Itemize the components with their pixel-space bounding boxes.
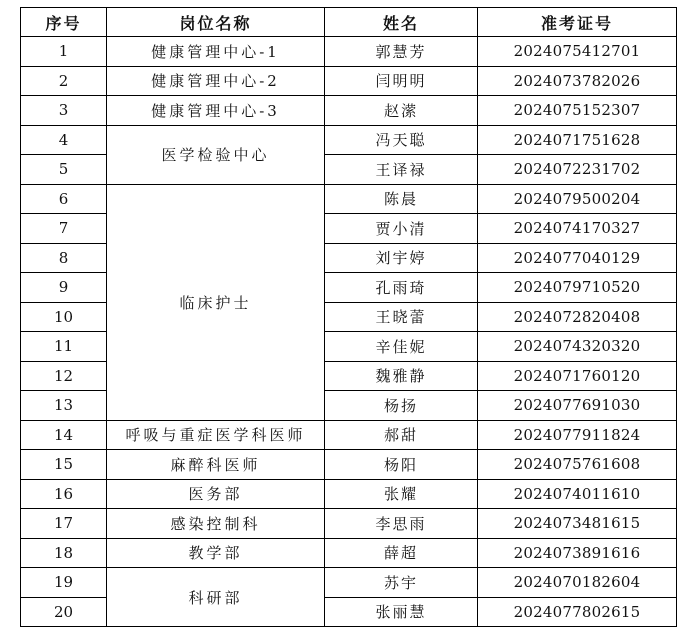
position-cell: 感染控制科 — [107, 509, 325, 539]
name-cell: 陈晨 — [325, 184, 478, 214]
table-row — [21, 66, 677, 96]
table-row — [21, 479, 677, 509]
serial-no-cell: 15 — [21, 450, 107, 480]
table-row — [21, 37, 677, 67]
serial-no-cell: 4 — [21, 125, 107, 155]
header-exam-id: 准考证号 — [478, 8, 677, 37]
exam-id-cell: 2024075761608 — [478, 450, 677, 480]
name-cell: 杨扬 — [325, 391, 478, 421]
position-cell: 教学部 — [107, 538, 325, 568]
exam-id-cell: 2024077691030 — [478, 391, 677, 421]
name-cell: 赵潆 — [325, 96, 478, 126]
position-cell: 健康管理中心-3 — [107, 96, 325, 126]
name-cell: 贾小清 — [325, 214, 478, 244]
exam-id-cell: 2024074011610 — [478, 479, 677, 509]
position-cell: 麻醉科医师 — [107, 450, 325, 480]
exam-id-cell: 2024070182604 — [478, 568, 677, 598]
name-cell: 郭慧芳 — [325, 37, 478, 67]
table-row — [21, 538, 677, 568]
serial-no-cell: 1 — [21, 37, 107, 67]
exam-id-cell: 2024074170327 — [478, 214, 677, 244]
serial-no-cell: 13 — [21, 391, 107, 421]
header-serial-no: 序号 — [21, 8, 107, 37]
position-cell: 健康管理中心-1 — [107, 37, 325, 67]
header-row — [21, 8, 677, 37]
name-cell: 辛佳妮 — [325, 332, 478, 362]
table-row — [21, 450, 677, 480]
serial-no-cell: 17 — [21, 509, 107, 539]
table-row — [21, 568, 677, 598]
position-cell: 医务部 — [107, 479, 325, 509]
exam-id-cell: 2024079710520 — [478, 273, 677, 303]
header-name: 姓名 — [325, 8, 478, 37]
name-cell: 刘宇婷 — [325, 243, 478, 273]
serial-no-cell: 9 — [21, 273, 107, 303]
table-row — [21, 184, 677, 214]
header-position: 岗位名称 — [107, 8, 325, 37]
position-cell: 医学检验中心 — [107, 125, 325, 184]
exam-id-cell: 2024073891616 — [478, 538, 677, 568]
serial-no-cell: 10 — [21, 302, 107, 332]
name-cell: 魏雅静 — [325, 361, 478, 391]
serial-no-cell: 6 — [21, 184, 107, 214]
exam-id-cell: 2024075412701 — [478, 37, 677, 67]
serial-no-cell: 8 — [21, 243, 107, 273]
exam-id-cell: 2024073481615 — [478, 509, 677, 539]
serial-no-cell: 12 — [21, 361, 107, 391]
table-body — [21, 37, 677, 627]
serial-no-cell: 16 — [21, 479, 107, 509]
table-row — [21, 96, 677, 126]
exam-id-cell: 2024073782026 — [478, 66, 677, 96]
exam-id-cell: 2024075152307 — [478, 96, 677, 126]
name-cell: 王晓蕾 — [325, 302, 478, 332]
serial-no-cell: 18 — [21, 538, 107, 568]
name-cell: 苏宇 — [325, 568, 478, 598]
exam-id-cell: 2024079500204 — [478, 184, 677, 214]
name-cell: 杨阳 — [325, 450, 478, 480]
serial-no-cell: 3 — [21, 96, 107, 126]
candidate-table — [20, 7, 677, 627]
table-row — [21, 420, 677, 450]
exam-id-cell: 2024074320320 — [478, 332, 677, 362]
serial-no-cell: 7 — [21, 214, 107, 244]
serial-no-cell: 14 — [21, 420, 107, 450]
exam-id-cell: 2024071760120 — [478, 361, 677, 391]
name-cell: 李思雨 — [325, 509, 478, 539]
serial-no-cell: 5 — [21, 155, 107, 185]
table-header — [21, 8, 677, 37]
name-cell: 张丽慧 — [325, 597, 478, 627]
name-cell: 闫明明 — [325, 66, 478, 96]
table-row — [21, 125, 677, 155]
position-cell: 临床护士 — [107, 184, 325, 420]
name-cell: 薛超 — [325, 538, 478, 568]
serial-no-cell: 2 — [21, 66, 107, 96]
exam-id-cell: 2024072820408 — [478, 302, 677, 332]
name-cell: 孔雨琦 — [325, 273, 478, 303]
exam-id-cell: 2024071751628 — [478, 125, 677, 155]
exam-id-cell: 2024077911824 — [478, 420, 677, 450]
serial-no-cell: 11 — [21, 332, 107, 362]
table-row — [21, 509, 677, 539]
serial-no-cell: 20 — [21, 597, 107, 627]
name-cell: 张耀 — [325, 479, 478, 509]
position-cell: 健康管理中心-2 — [107, 66, 325, 96]
serial-no-cell: 19 — [21, 568, 107, 598]
name-cell: 郝甜 — [325, 420, 478, 450]
position-cell: 呼吸与重症医学科医师 — [107, 420, 325, 450]
name-cell: 冯天聪 — [325, 125, 478, 155]
position-cell: 科研部 — [107, 568, 325, 627]
exam-id-cell: 2024077802615 — [478, 597, 677, 627]
exam-id-cell: 2024077040129 — [478, 243, 677, 273]
name-cell: 王译禄 — [325, 155, 478, 185]
exam-id-cell: 2024072231702 — [478, 155, 677, 185]
